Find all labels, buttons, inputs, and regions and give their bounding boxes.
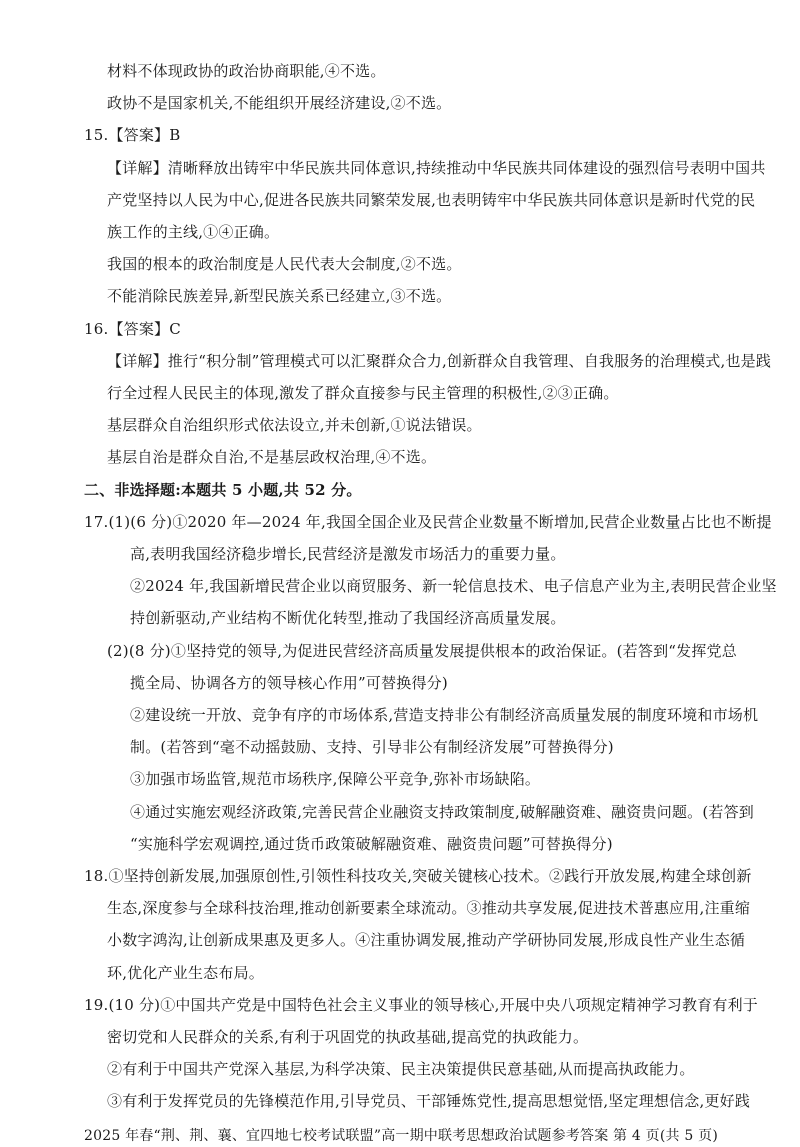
text-line: ④通过实施宏观经济政策,完善民营企业融资支持政策制度,破解融资难、融资贵问题。(若答到 [130, 803, 754, 821]
page-footer: 2025 年春“荆、荆、襄、宜四地七校考试联盟”高一期中联考思想政治试题参考答案 第 4 页(共 5 页) [84, 1128, 718, 1144]
text-line: 揽全局、协调各方的领导核心作用”可替换得分) [130, 674, 448, 692]
text-line: 17.(1)(6 分)①2020 年—2024 年,我国全国企业及民营企业数量不断增加,民营企业数量占比也不断提 [84, 513, 772, 531]
text-line: 材料不体现政协的政治协商职能,④不选。 [107, 62, 386, 80]
text-line: 政协不是国家机关,不能组织开展经济建设,②不选。 [107, 94, 452, 112]
text-line: 基层自治是群众自治,不是基层政权治理,④不选。 [107, 448, 437, 466]
question-answer-heading: 15.【答案】B [84, 126, 181, 144]
text-line: “实施科学宏观调控,通过货币政策破解融资难、融资贵问题”可替换得分) [130, 835, 613, 853]
text-line: 基层群众自治组织形式依法设立,并未创新,①说法错误。 [107, 416, 482, 434]
text-line: ②建设统一开放、竞争有序的市场体系,营造支持非公有制经济高质量发展的制度环境和市场机 [130, 706, 759, 724]
text-line: ③加强市场监管,规范市场秩序,保障公平竞争,弥补市场缺陷。 [130, 770, 541, 788]
text-line: 不能消除民族差异,新型民族关系已经建立,③不选。 [107, 287, 452, 305]
text-line: 环,优化产业生态布局。 [107, 964, 264, 982]
text-line: 生态,深度参与全球科技治理,推动创新要素全球流动。③推动共享发展,促进技术普惠应用,注重缩 [107, 899, 751, 917]
text-line: (2)(8 分)①坚持党的领导,为促进民营经济高质量发展提供根本的政治保证。(若答到“发挥党总 [107, 642, 737, 660]
section-heading: 二、非选择题:本题共 5 小题,共 52 分。 [84, 481, 362, 499]
text-line: 高,表明我国经济稳步增长,民营经济是激发市场活力的重要力量。 [130, 545, 566, 563]
text-line: 持创新驱动,产业结构不断优化转型,推动了我国经济高质量发展。 [130, 609, 566, 627]
text-line: 【详解】清晰释放出铸牢中华民族共同体意识,持续推动中华民族共同体建设的强烈信号表明中国共 [107, 159, 766, 177]
text-line: 族工作的主线,①④正确。 [107, 223, 280, 241]
text-line: 产党坚持以人民为中心,促进各民族共同繁荣发展,也表明铸牢中华民族共同体意识是新时代党的民 [107, 191, 756, 209]
text-line: 【详解】推行“积分制”管理模式可以汇聚群众合力,创新群众自我管理、自我服务的治理模式,也是践 [107, 352, 772, 370]
text-line: 18.①坚持创新发展,加强原创性,引领性科技攻关,突破关键核心技术。②践行开放发展,构建全球创新 [84, 867, 752, 885]
text-line: ③有利于发挥党员的先锋模范作用,引导党员、干部锤炼党性,提高思想觉悟,坚定理想信念,更好践 [107, 1092, 751, 1110]
text-line: 小数字鸿沟,让创新成果惠及更多人。④注重协调发展,推动产学研协同发展,形成良性产业生态循 [107, 931, 746, 949]
text-line: 19.(10 分)①中国共产党是中国特色社会主义事业的领导核心,开展中央八项规定精神学习教育有利于 [84, 996, 758, 1014]
text-line: 密切党和人民群众的关系,有利于巩固党的执政基础,提高党的执政能力。 [107, 1028, 589, 1046]
text-line: 我国的根本的政治制度是人民代表大会制度,②不选。 [107, 255, 462, 273]
text-line: ②2024 年,我国新增民营企业以商贸服务、新一轮信息技术、电子信息产业为主,表明民营企业坚 [130, 577, 777, 595]
text-line: 制。(若答到“毫不动摇鼓励、支持、引导非公有制经济发展”可替换得分) [130, 738, 614, 756]
text-line: ②有利于中国共产党深入基层,为科学决策、民主决策提供民意基础,从而提高执政能力。 [107, 1060, 695, 1078]
question-answer-heading: 16.【答案】C [84, 320, 181, 338]
text-line: 行全过程人民民主的体现,激发了群众直接参与民主管理的积极性,②③正确。 [107, 384, 619, 402]
